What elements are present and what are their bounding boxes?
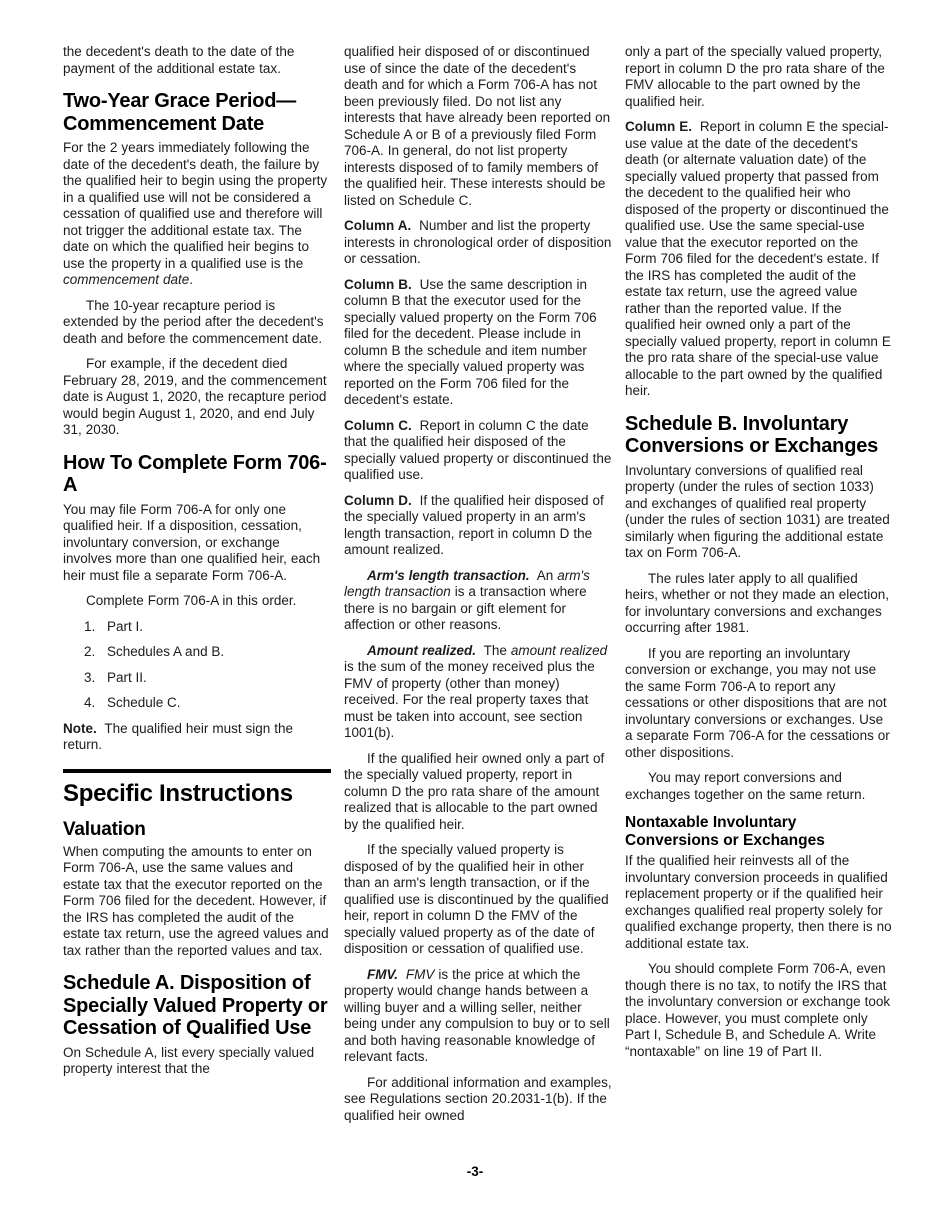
text-segment: is a transaction where there is no bargain or gift element for affection or other reasons. [344,584,587,632]
text-segment: The 10-year recapture period is extended by the period after the decedent's death and before the commencement date. [63,297,324,346]
text-segment: If the qualified heir reinvests all of the involuntary conversion proceeds in qualified replacement property or if the qualified heir exchanges qualified real property solely for qualified exchange property, then there is no additional estate tax. [625,853,892,951]
paragraph [63,44,331,77]
text-segment: Column A. [344,218,412,233]
paragraph [344,277,612,409]
list-item-text: Part I. [107,618,144,634]
major-heading-text: Specific Instructions [63,779,293,807]
text-segment [398,967,406,982]
text-segment: Arm's length transaction. [367,567,530,583]
text-segment: Note. [63,720,97,736]
text-segment: For example, if the decedent died February 28, 2019, and the commencement date is August 1, 2020, the recapture period would begin August 1, 2020, and end July 31, 2030. [63,356,327,437]
paragraph [344,218,612,268]
list-item-text: Schedules A and B. [107,644,225,659]
text-segment: Column B. [344,276,412,292]
text-segment: Report in column E the special-use value at the date of the decedent's death (or alternate valuation date) of the specially valued property that passed from the decedent to the qualified heir who disposed of the property or discontinued the qualified use. Use the same special-use value that the executor reported on the Form 706 filed for the decedent's estate. If the IRS has completed the audit of the estate tax return, use the agreed value rather than the reported value. If the qualified heir owned only a part of the specially valued property, report in column E the pro rata share of the special-use value allocable to the part owned by the qualified heir. [625,119,891,398]
paragraph [63,721,331,754]
paragraph [344,493,612,559]
text-segment: is the price at which the property would change hands between a willing buyer and a willing seller, neither being under any compulsion to buy or to sell and both having reasonable knowledge of relevant facts. [344,966,610,1064]
list-item [63,644,331,661]
paragraph [63,140,331,289]
list-item-number: 3. [84,669,96,685]
paragraph [63,593,331,610]
page-number: -3- [466,1164,484,1179]
list-item-number: 1. [84,618,96,634]
paragraph [344,1075,612,1125]
text-segment: Column C. [344,417,412,433]
document-page [63,44,891,1133]
section-heading: Schedule B. Involuntary Conversions or Exchanges [625,412,879,457]
ordered-list [63,619,331,712]
text-segment: Column D. [344,492,412,508]
text-segment: qualified heir disposed of or discontinued use of since the date of the decedent's death and for which a Form 706-A has not been previously filed. Do not list any interests that have already been reported on Schedule A or B of a previously filed Form 706-A. In general, do not list property interests disposed of to family members of the qualified heir. These interests should be listed on Schedule C. [344,44,611,208]
text-segment: commencement date [63,272,190,287]
paragraph [344,643,612,742]
paragraph [625,853,893,952]
text-segment: If you are reporting an involuntary conversion or exchange, you may not use the same Form 706-A to report any cessations or other dispositions that are not involuntary conversions or exchanges. Use a separate Form 706-A for the cessations or other dispositions. [625,645,890,760]
subsubsection-heading: Nontaxable Involuntary Conversions or Exchanges [625,814,825,849]
section-heading: How To Complete Form 706-A [63,451,327,496]
text-segment: Column E. [625,119,692,134]
text-segment: On Schedule A, list every specially valued property interest that the [63,1044,315,1076]
paragraph [344,568,612,634]
list-item-text: Part II. [107,669,147,685]
text-segment: Complete Form 706-A in this order. [86,593,297,608]
heading-rule [63,769,331,773]
paragraph [63,844,331,960]
text-segment: is the sum of the money received plus the FMV of property (other than money) received. For the real property taxes that must be taken into account, see section 1001(b). [344,659,595,740]
list-item [63,670,331,687]
column-3 [625,44,893,1133]
paragraph [625,646,893,762]
list-item-text: Schedule C. [107,695,181,710]
list-item [63,619,331,636]
paragraph [625,770,893,803]
text-segment: You may report conversions and exchanges together on the same return. [625,770,866,802]
text-segment: Involuntary conversions of qualified real property (under the rules of section 1033) and exchanges of qualified real property (under the rules of section 1031) are treated similarly when figuring the additional estate tax on Form 706-A. [625,462,890,560]
paragraph [63,356,331,439]
list-item-number: 4. [84,695,96,710]
text-segment: The [475,642,511,658]
paragraph [344,751,612,834]
text-segment: FMV. [367,966,399,982]
text-segment: The qualified heir must sign the return. [63,720,294,752]
text-segment: Number and list the property interests in chronological order of disposition or cessation. [344,218,612,266]
paragraph [625,571,893,637]
text-segment: An [529,567,558,583]
paragraph [344,44,612,209]
column-2 [344,44,612,1133]
text-segment: If the specially valued property is disposed of by the qualified heir in other than an arm's length transaction, or if the qualified use is discontinued by the qualified heir, report in column D the FMV of the specially valued property as of the date of disposition or cessation of qualified use. [344,842,609,956]
text-segment: Report in column C the date that the qualified heir disposed of the specially valued property or discontinued the qualified use. [344,417,612,482]
list-item-number: 2. [84,644,96,659]
list-item [63,695,331,712]
text-segment: Use the same description in column B that the executor used for the specially valued property on the Form 706 filed for the decedent. Please include in column B the schedule and item number where the specially valued property was reported on the Form 706 filed for the decedent's estate. [344,276,597,407]
text-segment: If the qualified heir disposed of the specially valued property in an arm's length transaction, report in column D the amount realized. [344,492,604,557]
column-1 [63,44,331,1133]
paragraph [625,44,893,110]
text-segment: only a part of the specially valued property, report in column D the pro rata share of the FMV allocable to the part owned by the qualified heir. [625,44,885,109]
paragraph [625,961,893,1060]
major-heading [63,769,331,807]
paragraph [625,463,893,562]
paragraph [63,1045,331,1078]
text-segment: FMV [405,966,435,982]
text-segment: If the qualified heir owned only a part of the specially valued property, report in column D the pro rata share of the amount realized that is allocable to the part owned by the qualified heir. [344,750,605,832]
paragraph [625,119,893,400]
section-heading: Two-Year Grace Period—Commencement Date [63,90,297,135]
text-segment: When computing the amounts to enter on Form 706-A, use the same values and estate tax that the executor reported on the Form 706 filed for the decedent. However, if the IRS has completed the audit of the estate tax return, use the agreed values and tax rather than the reported values and tax. [63,843,329,958]
text-segment: amount realized [510,642,608,658]
text-segment: You should complete Form 706-A, even though there is no tax, to notify the IRS that the involuntary conversion or exchange took place. However, you must complete only Part I, Schedule B, and Schedule A. Write “nontaxable” on line 19 of Part II. [625,961,891,1059]
text-segment: arm's length transaction [344,567,590,599]
paragraph [344,967,612,1066]
text-segment: The rules later apply to all qualified heirs, whether or not they made an election, for involuntary conversions and exchanges occurring after 1981. [625,570,890,635]
paragraph [63,502,331,585]
text-segment: For the 2 years immediately following the date of the decedent's death, the failure by the qualified heir to begin using the property in a qualified use will not be considered a cessation of qualified use and therefore will not trigger the additional estate tax. The date on which the qualified heir begins to use the property in a qualified use is the [63,140,328,271]
text-segment: the decedent's death to the date of the payment of the additional estate tax. [63,44,295,76]
text-segment: You may file Form 706-A for only one qualified heir. If a disposition, cessation, involuntary conversion, or exchange involves more than one qualified heir, each heir must file a separate Form 706-A. [63,501,321,583]
subsection-heading: Valuation [63,818,146,840]
text-segment: Amount realized. [367,642,476,658]
paragraph [344,842,612,958]
text-segment: For additional information and examples, see Regulations section 20.2031-1(b). If the qualified heir owned [344,1074,612,1123]
paragraph [344,418,612,484]
section-heading: Schedule A. Disposition of Specially Valued Property or Cessation of Qualified Use [63,972,328,1039]
text-segment: . [189,272,194,287]
paragraph [63,298,331,348]
